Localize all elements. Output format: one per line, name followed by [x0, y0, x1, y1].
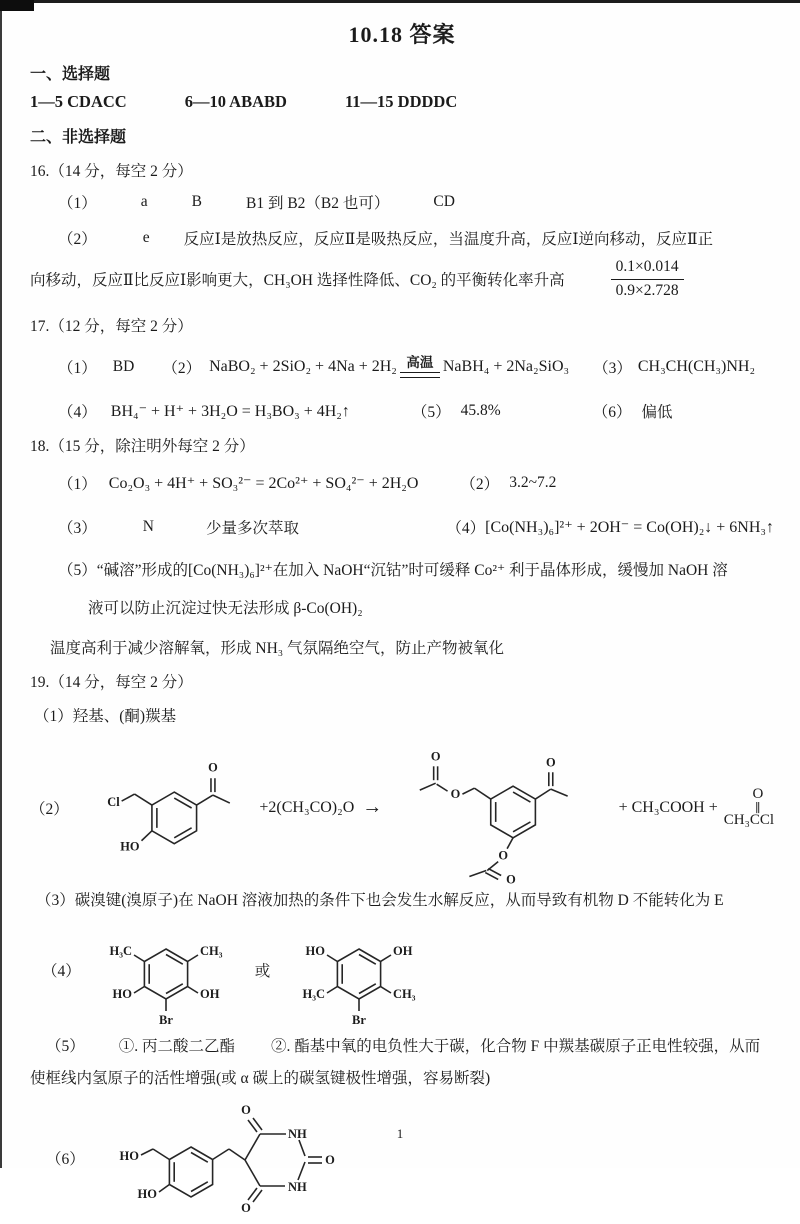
acyl-double-bond: ∥ — [755, 800, 761, 815]
scan-artifact-top-line — [0, 0, 800, 3]
q18-item3-answer1: N — [142, 517, 154, 535]
q16-item1-blank1: a — [140, 193, 148, 210]
section-nonchoice-heading: 二、非选择题 — [30, 129, 127, 146]
substituent-label: HO — [112, 986, 132, 1001]
page-number: 1 — [396, 1126, 404, 1141]
q19-item2-reagent: +2(CH₃CO)₂O — [259, 798, 355, 816]
nh-label: NH — [287, 1179, 307, 1194]
q16-item1 — [30, 191, 774, 213]
fraction-numerator: 0.1×0.014 — [611, 257, 684, 280]
q17-item5-answer: 45.8% — [460, 401, 501, 419]
q18-heading: 18.（15 分，除注明外每空 2 分） — [30, 437, 255, 455]
q17-item4-equation: BH₄⁻ + H⁺ + 3H₂O = H₃BO₃ + 4H₂↑ — [110, 402, 350, 420]
acetyl-chloride-formula — [724, 787, 774, 829]
q16-item2-text2: 向移动，反应Ⅱ比反应Ⅰ影响更大，CH₃OH 选择性降低、CO₂ 的平衡转化率升高 — [30, 272, 565, 290]
carbonyl-o-label: O — [240, 1200, 251, 1215]
q16-heading: 16.（14 分，每空 2 分） — [30, 163, 193, 180]
q18-item1-label: （1） — [58, 475, 97, 493]
ester-o-label: O — [498, 848, 509, 863]
molecule-19-2-reactant — [75, 756, 254, 860]
or-text: 或 — [254, 962, 271, 980]
q19-item2-label: （2） — [30, 800, 69, 818]
q18-item5-line3: 温度高利于减少溶解氧，形成 NH₃ 气氛隔绝空气，防止产物被氧化 — [50, 639, 505, 657]
carbonyl-o-label: O — [207, 760, 218, 775]
q19-item5-part1: ①. 丙二酸二乙酯 — [118, 1037, 236, 1055]
q16-item2-blank: e — [142, 229, 150, 246]
ho-label: HO — [119, 839, 140, 854]
carbonyl-o-label: O — [240, 1102, 251, 1117]
q16-item1-label: （1） — [58, 195, 97, 212]
q18-item1-equation: Co₂O₃ + 4H⁺ + SO₃²⁻ = 2Co²⁺ + SO₄²⁻ + 2H₂O — [108, 474, 419, 492]
q19-item1: （1）羟基、(酮)羰基 — [34, 707, 177, 725]
q17-item3-answer: CH₃CH(CH₃)NH₂ — [637, 357, 756, 375]
q18-row1 — [30, 472, 774, 494]
acyl-o-label: O — [752, 785, 764, 802]
molecule-19-6 — [99, 1092, 364, 1224]
equals-double-line — [400, 372, 440, 378]
q17-item2-label: （2） — [162, 359, 202, 377]
q16-item2-text1: 反应Ⅰ是放热反应，反应Ⅱ是吸热反应，当温度升高，反应Ⅰ逆向移动，反应Ⅱ正 — [183, 231, 713, 248]
choice-answers-6-10: 6—10 ABABD — [184, 92, 287, 111]
molecule-19-4-b — [284, 914, 434, 1026]
q19-item6-label: （6） — [46, 1150, 85, 1168]
molecule-19-2-product — [389, 730, 612, 886]
substituent-label: CH₃ — [199, 943, 223, 958]
q16-fraction — [611, 257, 684, 302]
reaction-condition — [400, 356, 440, 378]
q18-item3-answer2: 少量多次萃取 — [205, 519, 299, 537]
q17-heading: 17.（12 分，每空 2 分） — [30, 317, 193, 335]
q17-row2 — [30, 400, 774, 422]
q17-item3-label: （3） — [593, 359, 632, 377]
q17-item6-answer: 偏低 — [641, 403, 673, 421]
q16-item2-label: （2） — [58, 231, 97, 248]
q19-item2-reaction — [30, 730, 774, 886]
q19-item5-line1 — [30, 1034, 774, 1056]
q18-item5-line2: 液可以防止沉淀过快无法形成 β-Co(OH)₂ — [88, 599, 363, 617]
choice-answers-1-5: 1—5 CDACC — [30, 92, 127, 111]
q18-item2-label: （2） — [460, 475, 500, 493]
q16-item2-line2 — [30, 257, 774, 302]
q16-item1-blank4: CD — [433, 193, 455, 210]
carbonyl-o-label: O — [324, 1152, 335, 1167]
substituent-label: HO — [305, 943, 326, 958]
ho-label: HO — [119, 1148, 139, 1163]
cl-label: Cl — [107, 794, 120, 809]
q19-item5-label: （5） — [46, 1037, 85, 1055]
choice-answers-row — [30, 92, 774, 112]
q17-row1 — [30, 356, 774, 378]
q19-heading: 19.（14 分，每空 2 分） — [30, 673, 193, 691]
q17-item5-label: （5） — [411, 403, 451, 421]
ester-o-label: O — [450, 786, 461, 801]
q17-item4-label: （4） — [58, 403, 97, 421]
acyl-formula-text: CH₃CCl — [723, 812, 774, 829]
nh-label: NH — [287, 1126, 307, 1141]
substituent-label: H₃C — [302, 986, 326, 1001]
substituent-label: OH — [199, 986, 220, 1001]
q18-item5-line1: （5）“碱溶”形成的[Co(NH₃)₆]²⁺在加入 NaOH“沉钴”时可缓释 Co²⁺ 利于晶体形成，缓慢加 NaOH 溶 — [58, 561, 728, 579]
molecule-19-4-a — [91, 914, 241, 1026]
q16-item1-blank3: B1 到 B2（B2 也可） — [246, 195, 390, 212]
q18-item2-answer: 3.2~7.2 — [509, 473, 557, 491]
q16-item2-line1 — [30, 227, 774, 249]
substituent-label: H₃C — [109, 943, 132, 958]
q18-item5 — [30, 558, 774, 658]
q17-item1-answer: BD — [112, 357, 135, 375]
q18-item4-label: （4） — [446, 519, 486, 537]
q18-item4-equation: [Co(NH₃)₆]²⁺ + 2OH⁻ = Co(OH)₂↓ + 6NH₃↑ — [485, 518, 774, 536]
q19-item4-label: （4） — [42, 962, 81, 980]
reaction-arrow: → — [362, 796, 382, 819]
q17-equation-left: NaBO₂ + 2SiO₂ + 4Na + 2H₂ — [209, 357, 397, 375]
substituent-label: Br — [352, 1012, 367, 1026]
q17-equation-right: NaBH₄ + 2Na₂SiO₃ — [442, 357, 570, 375]
q19-item2-byproducts: + CH₃COOH + — [618, 798, 718, 816]
page-title: 10.18 答案 — [348, 22, 456, 47]
q19-item3: （3）碳溴键(溴原子)在 NaOH 溶液加热的条件下也会发生水解反应，从而导致有机物 D 不能转化为 E — [36, 891, 724, 909]
q16-item1-blank2: B — [191, 193, 202, 210]
q17-item6-label: （6） — [592, 403, 632, 421]
q19-item4-structures — [30, 914, 774, 1026]
carbonyl-o-label: O — [431, 749, 441, 764]
ho-label: HO — [137, 1186, 157, 1201]
q18-row2 — [30, 516, 774, 538]
condition-label: 高温 — [406, 355, 434, 371]
substituent-label: OH — [393, 943, 413, 958]
carbonyl-o-label: O — [506, 872, 517, 886]
q19-item5-line2: 使框线内氢原子的活性增强(或 α 碳上的碳氢键极性增强，容易断裂) — [30, 1069, 491, 1087]
scan-artifact-left-line — [0, 0, 2, 1168]
scan-artifact-corner — [0, 0, 34, 11]
q18-item3-label: （3） — [58, 519, 97, 537]
section-choice-heading: 一、选择题 — [30, 66, 111, 83]
q19-item5-part2: ②. 酯基中氧的电负性大于碳，化合物 F 中羰基碳原子正电性较强，从而 — [271, 1037, 761, 1055]
q19-item6-structure — [30, 1092, 774, 1224]
choice-answers-11-15: 11—15 DDDDC — [344, 92, 458, 111]
substituent-label: Br — [158, 1012, 173, 1026]
carbonyl-o-label: O — [546, 755, 556, 770]
substituent-label: CH₃ — [393, 986, 416, 1001]
q18-item4 — [446, 516, 774, 538]
q17-item1-label: （1） — [58, 359, 97, 377]
fraction-denominator: 0.9×2.728 — [615, 281, 679, 299]
